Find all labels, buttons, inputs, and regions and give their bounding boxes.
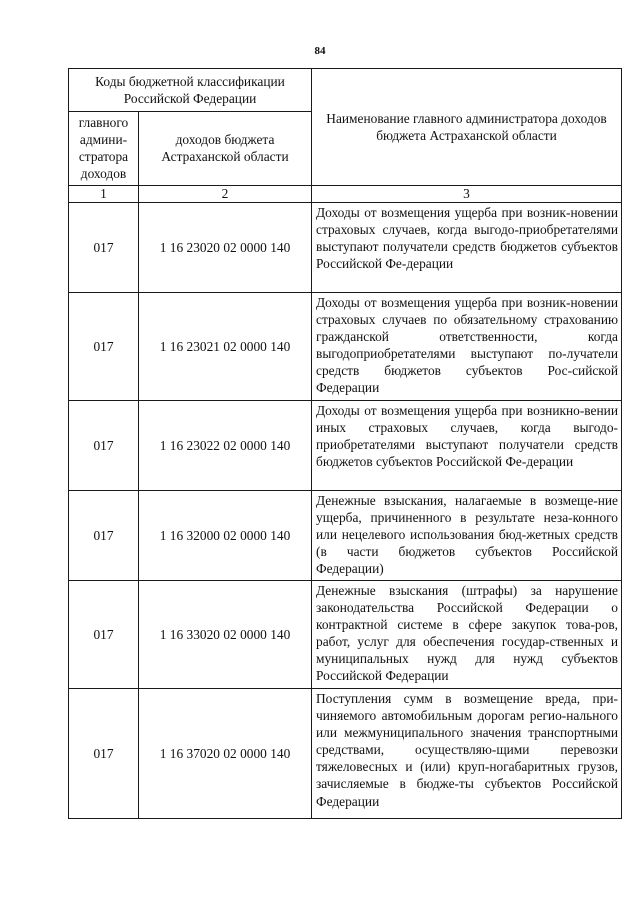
header-codes-title: Коды бюджетной классификации Российской Федерации bbox=[69, 69, 312, 112]
column-number: 3 bbox=[312, 185, 622, 202]
table-row bbox=[69, 202, 622, 292]
revenue-name: Денежные взыскания (штрафы) за нарушение законодательства Российской Федерации о контрактной системе в сфере закупок това-ров, работ, услуг для обеспечения государ-ственных и муниципальных нужд для нужд субъектов Российской Федерации bbox=[312, 580, 622, 688]
column-number: 1 bbox=[69, 185, 139, 202]
revenue-code: 1 16 33020 02 0000 140 bbox=[139, 580, 312, 688]
header-admin-name: Наименование главного администратора доходов бюджета Астраханской области bbox=[312, 69, 622, 186]
column-number-row bbox=[69, 185, 622, 202]
admin-code: 017 bbox=[69, 292, 139, 400]
revenue-name: Доходы от возмещения ущерба при возник-новении страховых случаев по обязательному страхованию гражданской ответственности, когда выгодоприобретателями выступают по-лучатели средств бюджетов субъектов Рос-сийской Федерации bbox=[312, 292, 622, 400]
revenue-name: Поступления сумм в возмещение вреда, при-чиняемого автомобильным дорогам регио-нального или межмуниципального значения транспортными средствами, осуществляю-щими перевозки тяжеловесных и (или) круп-ногабаритных грузов, зачисляемые в бюдже-ты субъектов Российской Федерации bbox=[312, 688, 622, 818]
budget-classification-table bbox=[68, 68, 622, 819]
table-row bbox=[69, 688, 622, 818]
table-row bbox=[69, 490, 622, 580]
revenue-name: Доходы от возмещения ущерба при возникно-вении иных страховых случаев, когда выгодо-приобретателями выступают получатели средств бюджетов субъектов Российской Фе-дерации bbox=[312, 400, 622, 490]
admin-code: 017 bbox=[69, 688, 139, 818]
revenue-code: 1 16 23020 02 0000 140 bbox=[139, 202, 312, 292]
admin-code: 017 bbox=[69, 400, 139, 490]
table-row bbox=[69, 400, 622, 490]
revenue-code: 1 16 32000 02 0000 140 bbox=[139, 490, 312, 580]
table-row bbox=[69, 292, 622, 400]
admin-code: 017 bbox=[69, 202, 139, 292]
revenue-code: 1 16 23022 02 0000 140 bbox=[139, 400, 312, 490]
header-row-codes bbox=[69, 69, 622, 112]
revenue-name: Денежные взыскания, налагаемые в возмеще-ние ущерба, причиненного в результате неза-конного или нецелевого использования бюд-жетных средств (в части бюджетов субъектов Российской Федерации) bbox=[312, 490, 622, 580]
revenue-name: Доходы от возмещения ущерба при возник-новении страховых случаев, когда выгодо-приобретателями выступают получатели средств бюджетов субъектов Российской Фе-дерации bbox=[312, 202, 622, 292]
page-number: 84 bbox=[314, 45, 326, 57]
header-revenue-code: доходов бюджета Астраханской области bbox=[139, 112, 312, 186]
revenue-code: 1 16 23021 02 0000 140 bbox=[139, 292, 312, 400]
admin-code: 017 bbox=[69, 490, 139, 580]
header-main-admin: главного админи-стратора доходов bbox=[69, 112, 139, 186]
admin-code: 017 bbox=[69, 580, 139, 688]
column-number: 2 bbox=[139, 185, 312, 202]
revenue-code: 1 16 37020 02 0000 140 bbox=[139, 688, 312, 818]
table-row bbox=[69, 580, 622, 688]
